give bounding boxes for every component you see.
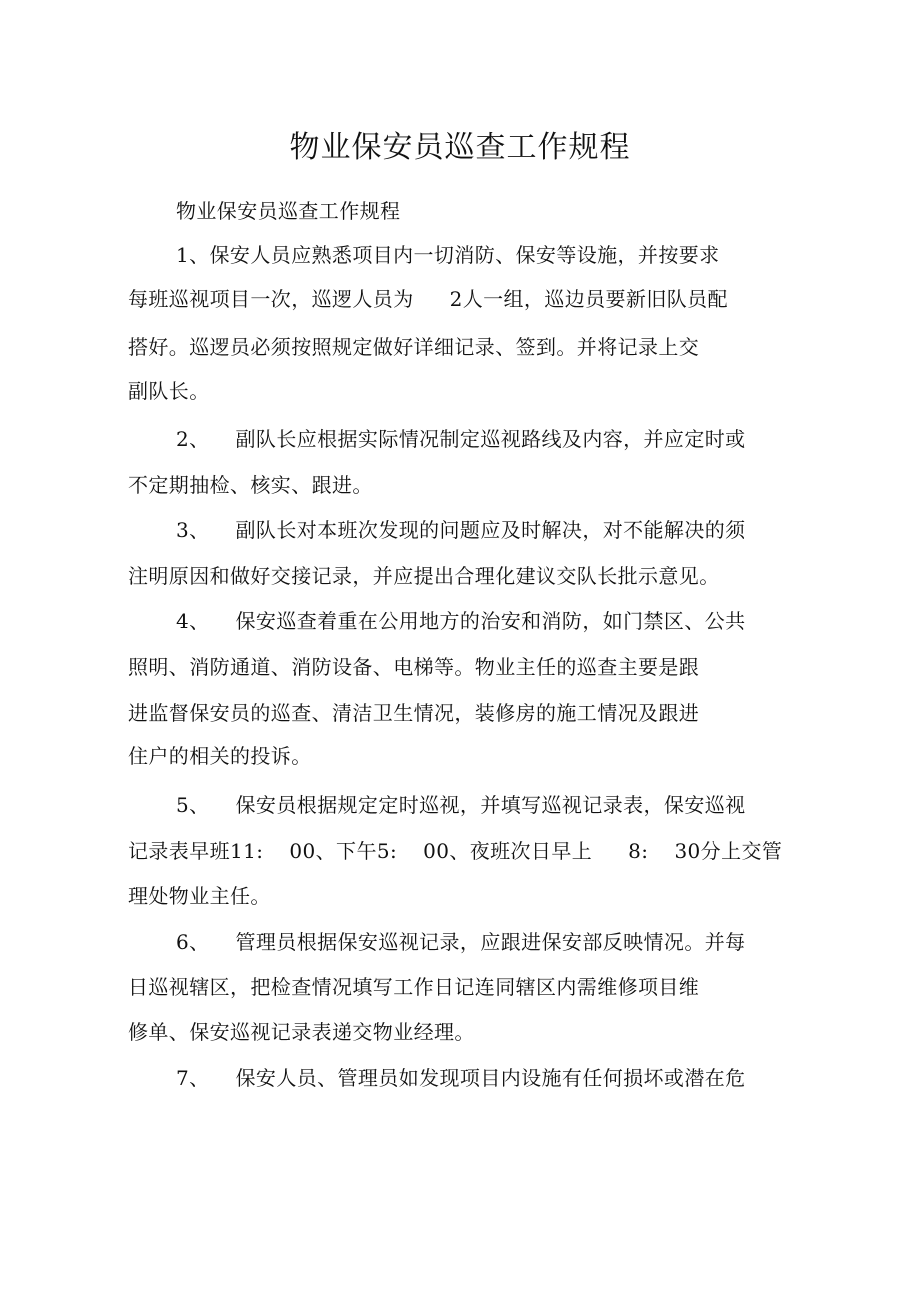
para-1-line-2b: 2人一组，巡边员要新旧队员配 — [449, 287, 728, 311]
para-1-line-4: 副队长。 — [128, 379, 210, 403]
para-2-line-1 — [176, 425, 746, 453]
para-5-time-morning: 记录表早班11: — [128, 839, 264, 863]
para-5-number: 5、 — [176, 793, 210, 817]
para-5-line-2 — [128, 837, 782, 865]
para-6-line-3: 修单、保安巡视记录表递交物业经理。 — [128, 1020, 475, 1044]
para-4-line-4: 住户的相关的投诉。 — [128, 744, 312, 768]
para-6-number: 6、 — [176, 930, 210, 954]
para-3-line-1 — [176, 516, 746, 544]
para-1-line-1: 1、保安人员应熟悉项目内一切消防、保安等设施，并按要求 — [176, 243, 720, 267]
para-4-line-1-text: 保安巡查着重在公用地方的治安和消防，如门禁区、公共 — [235, 609, 746, 633]
para-4-number: 4、 — [176, 609, 210, 633]
para-2-line-2: 不定期抽检、核实、跟进。 — [128, 473, 373, 497]
para-6-line-1-text: 管理员根据保安巡视记录，应跟进保安部反映情况。并每 — [235, 930, 746, 954]
para-6-line-2: 日巡视辖区，把检查情况填写工作日记连同辖区内需维修项目维 — [128, 975, 700, 999]
para-2-line-1-text: 副队长应根据实际情况制定巡视路线及内容，并应定时或 — [235, 427, 746, 451]
document-subtitle: 物业保安员巡查工作规程 — [176, 199, 401, 223]
para-6-line-1 — [176, 928, 746, 956]
para-7-line-1 — [176, 1064, 746, 1092]
para-5-time-minute: 30分上交管 — [674, 839, 783, 863]
para-5-line-1-text: 保安员根据规定定时巡视，并填写巡视记录表，保安巡视 — [235, 793, 746, 817]
para-7-line-1-text: 保安人员、管理员如发现项目内设施有任何损坏或潜在危 — [235, 1066, 746, 1090]
para-1-line-2a: 每班巡视项目一次，巡逻人员为 — [128, 287, 414, 311]
para-4-line-2: 照明、消防通道、消防设备、电梯等。物业主任的巡查主要是跟 — [128, 655, 700, 679]
para-3-number: 3、 — [176, 518, 210, 542]
para-4-line-1 — [176, 607, 746, 635]
para-3-line-1-text: 副队长对本班次发现的问题应及时解决，对不能解决的须 — [235, 518, 746, 542]
para-5-line-3: 理处物业主任。 — [128, 884, 271, 908]
para-5-time-hour: 8: — [628, 839, 649, 863]
para-2-number: 2、 — [176, 427, 210, 451]
para-5-time-night: 00、夜班次日早上 — [423, 839, 593, 863]
para-5-line-1 — [176, 791, 746, 819]
para-7-number: 7、 — [176, 1066, 210, 1090]
para-1-line-2 — [128, 285, 728, 313]
document-title: 物业保安员巡查工作规程 — [289, 130, 631, 165]
para-5-time-afternoon: 00、下午5: — [289, 839, 398, 863]
para-3-line-2: 注明原因和做好交接记录，并应提出合理化建议交队长批示意见。 — [128, 564, 720, 588]
para-4-line-3: 进监督保安员的巡查、清洁卫生情况，装修房的施工情况及跟进 — [128, 701, 700, 725]
para-1-line-3: 搭好。巡逻员必须按照规定做好详细记录、签到。并将记录上交 — [128, 335, 700, 359]
